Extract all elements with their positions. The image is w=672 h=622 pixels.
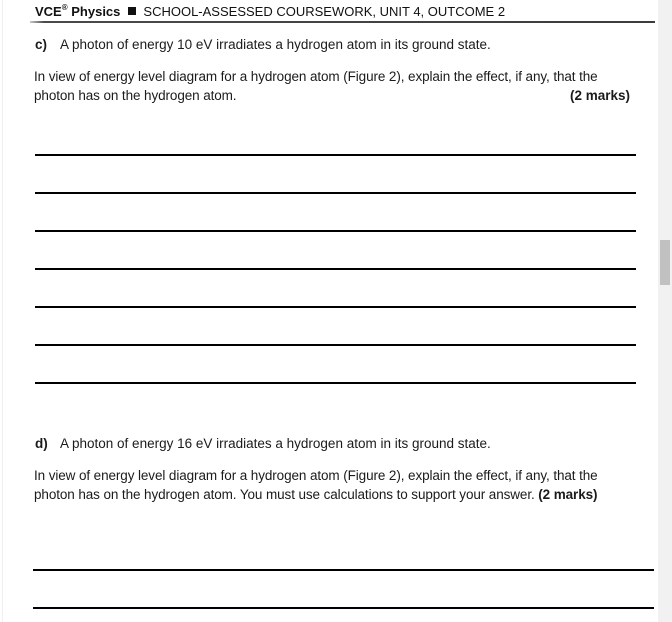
- vertical-scrollbar-track[interactable]: [658, 0, 672, 622]
- question-d-stem: A photon of energy 16 eV irradiates a hydrogen atom in its ground state.: [60, 436, 491, 451]
- question-d-prompt-line2: [34, 487, 597, 502]
- answer-line: [35, 344, 636, 346]
- question-c-label: c): [35, 37, 48, 52]
- question-c-stem: A photon of energy 10 eV irradiates a hydrogen atom in its ground state.: [60, 37, 491, 52]
- answer-line: [33, 607, 654, 609]
- answer-lines-d: [33, 569, 654, 609]
- answer-line: [35, 268, 636, 270]
- answer-line: [33, 569, 654, 571]
- question-d-prompt-line1: In view of energy level diagram for a hydrogen atom (Figure 2), explain the effect, if any, that the: [34, 468, 598, 483]
- page-left-edge: [2, 0, 3, 622]
- square-bullet-icon: [128, 7, 136, 15]
- answer-line: [35, 382, 636, 384]
- registered-trademark-icon: ®: [61, 3, 68, 12]
- answer-line: [35, 154, 636, 156]
- answer-lines-c: [35, 154, 636, 384]
- question-d-label: d): [35, 436, 48, 451]
- header-rule: [30, 21, 655, 23]
- header-subtitle: SCHOOL-ASSESSED COURSEWORK, UNIT 4, OUTCOME 2: [143, 4, 506, 19]
- page-header: [35, 3, 505, 19]
- answer-line: [35, 230, 636, 232]
- question-d-marks: (2 marks): [538, 487, 598, 502]
- header-brand: VCE: [35, 4, 62, 19]
- question-c-prompt-line2: photon has on the hydrogen atom.: [34, 88, 237, 103]
- question-c-prompt-line1: In view of energy level diagram for a hydrogen atom (Figure 2), explain the effect, if any, that the: [34, 69, 598, 84]
- answer-line: [35, 192, 636, 194]
- header-brand-word2: Physics: [67, 4, 121, 19]
- vertical-scrollbar-thumb[interactable]: [660, 240, 670, 285]
- question-c-marks: (2 marks): [569, 88, 630, 103]
- answer-line: [35, 306, 636, 308]
- question-d-prompt-line2-text: photon has on the hydrogen atom. You must use calculations to support your answer.: [34, 487, 539, 502]
